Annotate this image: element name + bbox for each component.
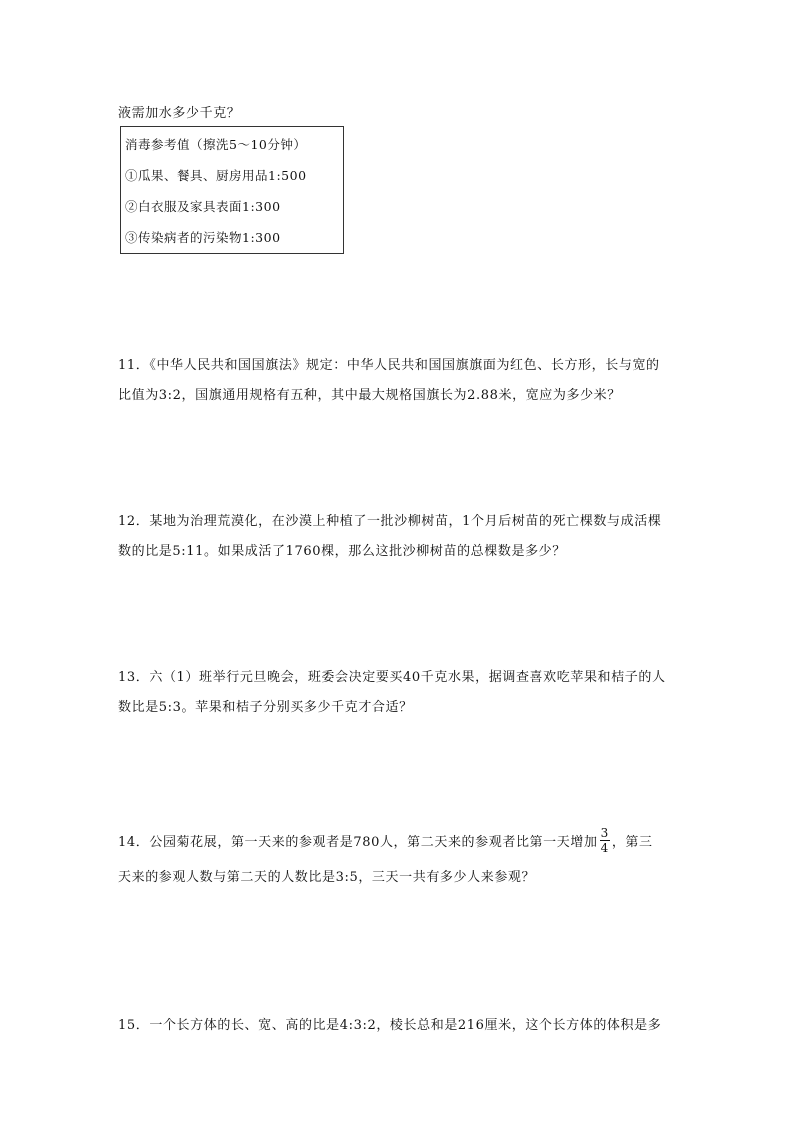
- reference-item-3: ③传染病者的污染物1:300: [125, 230, 281, 245]
- question-12-line-2: 数的比是5:11。如果成活了1760棵，那么这批沙柳树苗的总棵数是多少？: [118, 544, 566, 559]
- question-15-line-1: 15．一个长方体的长、宽、高的比是4:3:2，棱长总和是216厘米，这个长方体的体积是多: [118, 1018, 662, 1033]
- question-14-line-2: 天来的参观人数与第二天的人数比是3:5，三天一共有多少人来参观？: [118, 870, 536, 885]
- question-14-text-before: 14．公园菊花展，第一天来的参观者是780人，第二天来的参观者比第一天增加: [118, 835, 598, 850]
- question-14-text-after: ，第三: [611, 835, 653, 850]
- reference-title: 消毒参考值（擦洗5～10分钟）: [125, 137, 307, 152]
- reference-item-1: ①瓜果、餐具、厨房用品1:500: [125, 168, 307, 183]
- fraction-numerator: 3: [600, 826, 609, 840]
- question-11-line-1: 11．《中华人民共和国国旗法》规定：中华人民共和国国旗旗面为红色、长方形，长与宽的: [118, 358, 660, 373]
- question-12-line-1: 12．某地为治理荒漠化，在沙漠上种植了一批沙柳树苗，1个月后树苗的死亡棵数与成活棵: [118, 514, 662, 529]
- question-13-line-1: 13．六（1）班举行元旦晚会，班委会决定要买40千克水果，据调查喜欢吃苹果和桔子的人: [118, 670, 666, 685]
- question-14-line-1: [118, 828, 653, 857]
- reference-box: [120, 126, 344, 254]
- fraction: [600, 826, 610, 855]
- question-13-line-2: 数比是5:3。苹果和桔子分别买多少千克才合适？: [118, 700, 413, 715]
- question-10-tail: 液需加水多少千克？: [118, 106, 241, 121]
- question-11-line-2: 比值为3:2，国旗通用规格有五种，其中最大规格国旗长为2.88米，宽应为多少米？: [118, 388, 621, 403]
- reference-item-2: ②白衣服及家具表面1:300: [125, 199, 281, 214]
- fraction-denominator: 4: [600, 841, 609, 855]
